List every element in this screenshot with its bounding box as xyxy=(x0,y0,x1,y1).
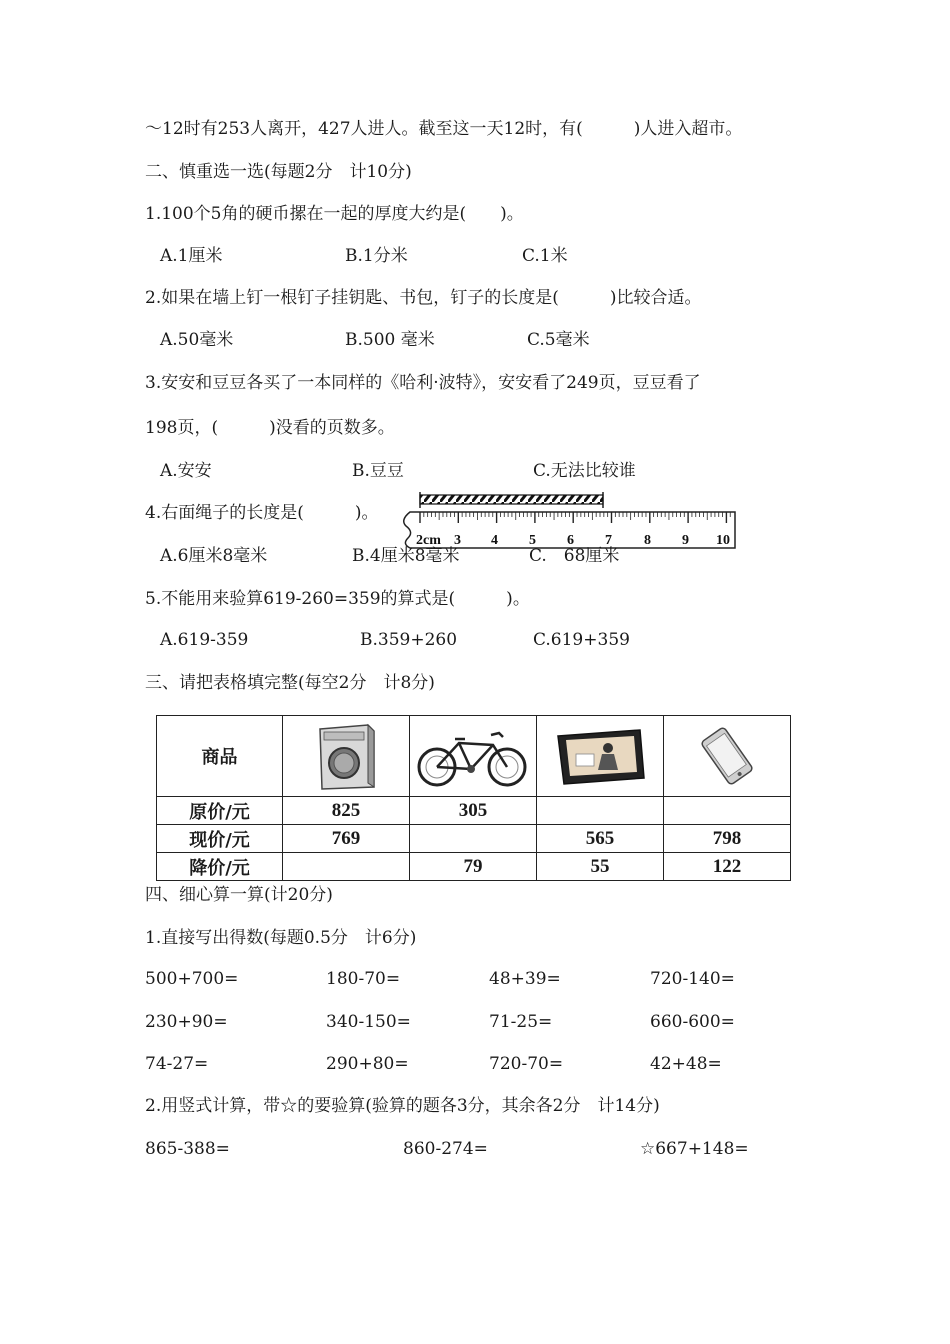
section-3-title: 三、请把表格填完整(每空2分 计8分) xyxy=(145,673,435,693)
tablet-icon xyxy=(552,726,648,786)
q4-option-a[interactable]: A.6厘米8毫米 xyxy=(160,546,268,566)
question-1: 1.100个5角的硬币摞在一起的厚度大约是( )。 xyxy=(145,204,524,224)
q5-option-b[interactable]: B.359+260 xyxy=(360,630,458,650)
cell-discount-phone: 122 xyxy=(664,853,791,881)
washing-machine-cell xyxy=(283,716,410,797)
ruler-label-9: 9 xyxy=(682,533,689,548)
mental-calc-item[interactable]: 230+90= xyxy=(145,1012,228,1032)
q-fill-line: ～12时有253人离开，427人进人。截至这一天12时，有( )人进入超市。 xyxy=(145,119,743,139)
table-row xyxy=(157,797,791,825)
mental-calc-item[interactable]: 180-70= xyxy=(326,969,401,989)
ruler-label-2cm: 2cm xyxy=(416,533,441,548)
bicycle-cell xyxy=(410,716,537,797)
mental-calc-item[interactable]: 660-600= xyxy=(650,1012,735,1032)
mental-calc-item[interactable]: 42+48= xyxy=(650,1054,722,1074)
question-2: 2.如果在墙上钉一根钉子挂钥匙、书包，钉子的长度是( )比较合适。 xyxy=(145,288,702,308)
q2-option-c[interactable]: C.5毫米 xyxy=(527,330,590,350)
mental-calc-item[interactable]: 500+700= xyxy=(145,969,239,989)
q4-option-c[interactable]: C. 68厘米 xyxy=(529,546,620,566)
q5-option-c[interactable]: C.619+359 xyxy=(533,630,630,650)
cell-current-tablet: 565 xyxy=(537,825,664,853)
section-4-question-2: 2.用竖式计算，带☆的要验算(验算的题各3分，其余各2分 计14分) xyxy=(145,1096,660,1116)
ruler-label-6: 6 xyxy=(567,533,574,548)
q3-option-c[interactable]: C.无法比较谁 xyxy=(533,461,636,481)
table-row xyxy=(157,825,791,853)
phone-cell xyxy=(664,716,791,797)
cell-current-washer: 769 xyxy=(283,825,410,853)
cell-original-bicycle: 305 xyxy=(410,797,537,825)
q4-option-b[interactable]: B.4厘米8毫米 xyxy=(352,546,460,566)
ruler-label-10: 10 xyxy=(716,533,730,548)
question-3-line2: 198页，( )没看的页数多。 xyxy=(145,418,395,438)
q1-option-a[interactable]: A.1厘米 xyxy=(160,246,223,266)
washing-machine-icon xyxy=(308,721,384,791)
cell-original-washer: 825 xyxy=(283,797,410,825)
question-4: 4.右面绳子的长度是( )。 xyxy=(145,503,379,523)
ruler-label-3: 3 xyxy=(454,533,461,548)
mental-calc-item[interactable]: 290+80= xyxy=(326,1054,409,1074)
cell-current-phone: 798 xyxy=(664,825,791,853)
q2-option-b[interactable]: B.500 毫米 xyxy=(345,330,435,350)
ruler-label-7: 7 xyxy=(605,533,612,548)
cell-original-phone-blank[interactable] xyxy=(664,797,791,825)
vertical-calc-item[interactable]: 865-388= xyxy=(145,1139,230,1159)
vertical-calc-item[interactable]: 860-274= xyxy=(403,1139,488,1159)
row-label-original-price: 原价/元 xyxy=(157,797,283,825)
q5-option-a[interactable]: A.619-359 xyxy=(160,630,249,650)
ruler-label-4: 4 xyxy=(491,533,498,548)
row-label-current-price: 现价/元 xyxy=(157,825,283,853)
section-4-question-1: 1.直接写出得数(每题0.5分 计6分) xyxy=(145,928,417,948)
mental-calc-item[interactable]: 720-140= xyxy=(650,969,735,989)
section-4-title: 四、细心算一算(计20分) xyxy=(145,885,333,905)
tablet-cell xyxy=(537,716,664,797)
section-2-title: 二、慎重选一选(每题2分 计10分) xyxy=(145,162,412,182)
q1-option-c[interactable]: C.1米 xyxy=(522,246,568,266)
mental-calc-item[interactable]: 74-27= xyxy=(145,1054,209,1074)
ruler-label-5: 5 xyxy=(529,533,536,548)
cell-discount-tablet: 55 xyxy=(537,853,664,881)
mental-calc-item[interactable]: 340-150= xyxy=(326,1012,411,1032)
mental-calc-item[interactable]: 720-70= xyxy=(489,1054,564,1074)
table-row xyxy=(157,853,791,881)
q3-option-a[interactable]: A.安安 xyxy=(160,461,212,481)
table-header-goods: 商品 xyxy=(157,716,283,797)
cell-current-bicycle-blank[interactable] xyxy=(410,825,537,853)
rope xyxy=(420,495,603,504)
question-5: 5.不能用来验算619-260=359的算式是( )。 xyxy=(145,589,530,609)
mental-calc-item[interactable]: 48+39= xyxy=(489,969,561,989)
vertical-calc-item-starred[interactable]: ☆667+148= xyxy=(640,1139,749,1159)
cell-discount-bicycle: 79 xyxy=(410,853,537,881)
q1-option-b[interactable]: B.1分米 xyxy=(345,246,408,266)
q3-option-b[interactable]: B.豆豆 xyxy=(352,461,404,481)
mental-calc-item[interactable]: 71-25= xyxy=(489,1012,553,1032)
ruler-with-rope xyxy=(400,492,740,552)
cell-original-tablet-blank[interactable] xyxy=(537,797,664,825)
question-3-line1: 3.安安和豆豆各买了一本同样的《哈利·波特》，安安看了249页，豆豆看了 xyxy=(145,373,701,393)
ruler-label-8: 8 xyxy=(644,533,651,548)
phone-icon xyxy=(697,726,757,786)
q2-option-a[interactable]: A.50毫米 xyxy=(160,330,234,350)
price-table xyxy=(156,715,791,881)
row-label-discount: 降价/元 xyxy=(157,853,283,881)
bicycle-icon xyxy=(415,723,531,789)
cell-discount-washer-blank[interactable] xyxy=(283,853,410,881)
